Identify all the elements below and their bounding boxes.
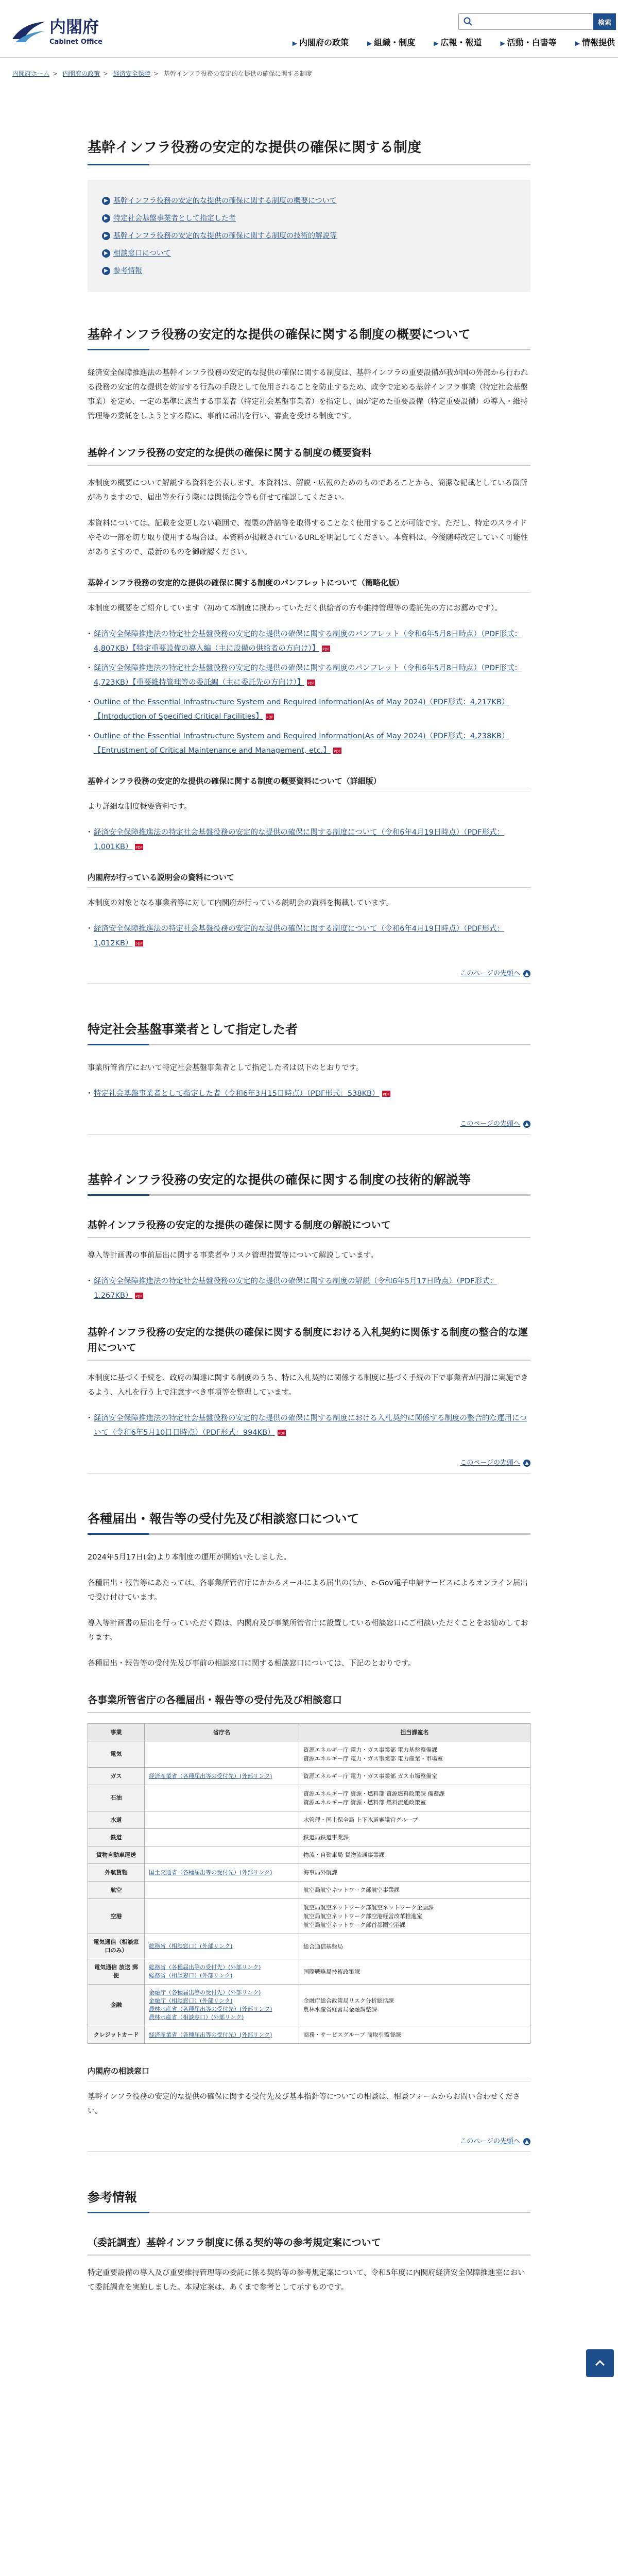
table-row: [88, 1811, 530, 1829]
row-agency: [145, 1985, 299, 2026]
briefing-links: [88, 922, 530, 951]
pdf-link[interactable]: 経済安全保障推進法の特定社会基盤役務の安定的な提供の確保に関する制度の解説（令和6年5月17日時点）（PDF形式：1,267KB）: [94, 1277, 497, 1300]
department-name: 国際戦略局技術政策課: [303, 1968, 360, 1975]
row-agency: [145, 1934, 299, 1959]
pamphlet-links: [88, 627, 530, 758]
paragraph: 本制度の概要について解説する資料を公表します。本資料は、解説・広報のためのものであることから、簡潔な記載としている箇所がありますので、届出等を行う際には関係法令等も併せて確認してください。: [88, 479, 528, 502]
pdf-link[interactable]: Outline of the Essential Infrastructure System and Required Information(As of May 2024)（PDF形式：4,217KB）【Introduction of Specified Critical Facilities】: [94, 698, 509, 721]
row-department: [299, 1899, 530, 1934]
table-header-row: [88, 1724, 530, 1741]
paragraph: 本制度の概要をご紹介しています（初めて本制度に携わっていただく供給者の方や維持管理等の委託先の方にお薦めです）。: [88, 604, 502, 613]
paragraph: より詳細な制度概要資料です。: [88, 803, 192, 811]
row-business: 貨物自動車運送: [88, 1846, 145, 1864]
svg-text:PDF: PDF: [135, 942, 143, 946]
toc-item[interactable]: ▶ 参考情報: [102, 262, 516, 280]
row-business: ガス: [88, 1768, 145, 1785]
pdf-link[interactable]: 経済安全保障推進法の特定社会基盤役務の安定的な提供の確保に関する制度について（令和6年4月19日時点）（PDF形式：1,012KB）: [94, 925, 505, 947]
paragraph: 本制度の対象となる事業者等に対して内閣府が行っている説明会の資料を掲載しています。: [88, 899, 393, 907]
agency-link[interactable]: 経済産業省（各種届出等の受付先）(外部リンク): [149, 1772, 272, 1780]
svg-text:PDF: PDF: [382, 1092, 390, 1097]
pdf-icon: [382, 1090, 391, 1097]
search-icon: [463, 16, 473, 27]
site-header: [0, 0, 618, 58]
row-department: [299, 1882, 530, 1899]
row-department: [299, 1934, 530, 1959]
pdf-link[interactable]: 経済安全保障推進法の特定社会基盤役務の安定的な提供の確保に関する制度のパンフレット（令和6年5月8日時点）（PDF形式：4,723KB）【重要維持管理等の委託編（主に委託先の方向け）】: [94, 664, 522, 687]
department-name: 水管理・国土保全局 上下水道審議官グループ: [303, 1817, 418, 1824]
table-row: [88, 1785, 530, 1811]
arrow-right-icon: ▶: [102, 267, 110, 275]
row-business: 空港: [88, 1899, 145, 1934]
svg-text:PDF: PDF: [135, 845, 143, 850]
department-name: 資源エネルギー庁 資源・燃料部 資源燃料政策課 備蓄課: [303, 1790, 445, 1798]
breadcrumb-current: 基幹インフラ役務の安定的な提供の確保に関する制度: [163, 70, 312, 77]
row-business: 航空: [88, 1882, 145, 1899]
row-agency: [145, 1829, 299, 1846]
table-row: [88, 1882, 530, 1899]
minor-heading: 基幹インフラ役務の安定的な提供の確保に関する制度の概要資料について（詳細版）: [88, 774, 530, 791]
list-item: [88, 1274, 530, 1303]
department-name: 鉄道局鉄道事業課: [303, 1834, 349, 1841]
svg-text:PDF: PDF: [266, 715, 273, 720]
row-department: [299, 1959, 530, 1985]
department-name: 農林水産省経営局金融調整課: [303, 2006, 377, 2013]
section-heading: 基幹インフラ役務の安定的な提供の確保に関する制度の概要について: [88, 325, 530, 350]
section-designated: [88, 1020, 530, 1134]
pdf-icon: [134, 843, 144, 851]
section-heading: 参考情報: [88, 2188, 530, 2213]
chevron-right-icon: ▶: [292, 40, 297, 47]
table-body: [88, 1741, 530, 2044]
column-header: 省庁名: [145, 1724, 299, 1741]
gnav-press[interactable]: ▶ 広報・報道: [434, 38, 482, 47]
row-department: [299, 1811, 530, 1829]
row-business: 電気通信 放送 郵便: [88, 1959, 145, 1985]
paragraph: 導入等計画書の届出を行っていただく際は、内閣府及び事業所管省庁に設置している相談窓口にご相談いただくことをお勧めしております。: [88, 1619, 528, 1642]
pdf-link[interactable]: 経済安全保障推進法の特定社会基盤役務の安定的な提供の確保に関する制度について（令和6年4月19日時点）（PDF形式：1,001KB）: [94, 828, 505, 851]
department-name: 海事局外航課: [303, 1869, 337, 1876]
row-agency: [145, 1741, 299, 1768]
table-row: [88, 1741, 530, 1768]
minor-heading: 基幹インフラ役務の安定的な提供の確保に関する制度のパンフレットについて（簡略化版）: [88, 576, 530, 593]
row-agency: [145, 1768, 299, 1785]
table-of-contents: [88, 180, 530, 292]
department-name: 航空局航空ネットワーク部航空事業課: [303, 1887, 400, 1894]
department-name: 資源エネルギー庁 電力・ガス事業部 ガス市場整備室: [303, 1773, 437, 1780]
pdf-link[interactable]: 経済安全保障推進法の特定社会基盤役務の安定的な提供の確保に関する制度における入札契約に関係する制度の整合的な運用について（令和6年5月10日日時点）（PDF形式：994KB）: [94, 1414, 527, 1437]
breadcrumb-policy[interactable]: 内閣府の政策: [62, 70, 100, 77]
chevron-right-icon: ▶: [500, 40, 505, 47]
row-business: 石油: [88, 1785, 145, 1811]
list-item: [88, 661, 530, 690]
contacts-table: [88, 1723, 530, 2044]
section-heading: 各種届出・報告等の受付先及び相談窓口について: [88, 1510, 530, 1535]
toc-item[interactable]: ▶ 基幹インフラ役務の安定的な提供の確保に関する制度の概要について: [102, 192, 516, 210]
department-name: 資源エネルギー庁 電力・ガス事業部 電力基盤整備課: [303, 1747, 437, 1754]
chevron-right-icon: ▶: [367, 40, 372, 47]
department-name: 航空局航空ネットワーク部航空ネットワーク企画課: [303, 1904, 434, 1911]
gnav-activities[interactable]: ▶ 活動・白書等: [500, 38, 557, 47]
arrow-up-icon: ▲: [523, 1121, 530, 1128]
toc-item[interactable]: ▶ 相談窓口について: [102, 245, 516, 262]
back-to-top-link[interactable]: このページの先頭へ ▲: [88, 1112, 530, 1134]
row-department: [299, 1864, 530, 1882]
arrow-right-icon: ▶: [102, 249, 110, 258]
paragraph: 本制度に基づく手続を、政府の調達に関する制度のうち、特に入札契約に関係する制度に基づく手続の下で事業者が円滑に実施できるよう、入札を行う上で注意すべき事項等を整理しています。: [88, 1374, 528, 1397]
pdf-link[interactable]: 特定社会基盤事業者として指定した者（令和6年3月15日時点）（PDF形式：538KB）: [94, 1090, 380, 1098]
row-department: [299, 1785, 530, 1811]
section-heading: 基幹インフラ役務の安定的な提供の確保に関する制度の技術的解説等: [88, 1171, 530, 1196]
section-technical: [88, 1171, 530, 1473]
arrow-up-icon: [594, 2358, 606, 2369]
row-agency: [145, 1864, 299, 1882]
list-item: [88, 729, 530, 758]
arrow-right-icon: ▶: [102, 232, 110, 240]
chevron-right-icon: ▶: [575, 40, 580, 47]
page-top-button[interactable]: [586, 2349, 614, 2377]
department-name: 金融庁総合政策局リスク分析総括課: [303, 1997, 394, 2005]
row-business: 鉄道: [88, 1829, 145, 1846]
row-agency: [145, 1811, 299, 1829]
arrow-up-icon: ▲: [523, 2138, 530, 2145]
table-row: [88, 1846, 530, 1864]
breadcrumb-econsec[interactable]: 経済安全保障: [113, 70, 150, 77]
row-agency: [145, 1882, 299, 1899]
pdf-icon: [134, 1292, 144, 1299]
table-row: [88, 1829, 530, 1846]
gnav-info[interactable]: ▶ 情報提供: [575, 38, 615, 47]
designated-links: [88, 1087, 530, 1101]
table-row: [88, 1899, 530, 1934]
agency-link[interactable]: 農林水産省（各種届出等の受付先）(外部リンク): [149, 2006, 272, 2013]
paragraph: 経済安全保障推進法の基幹インフラ役務の安定的な提供の確保に関する制度は、基幹インフラの重要設備が我が国の外部から行われる役務の安定的な提供を妨害する行為の手段として使用されることを防止するため、政令で定める基幹インフラ事業（特定社会基盤事業）を定め、一定の基準に該当する事業者（特定社会基盤事業者）を指定し、国が定めた重要設備（特定重要設備）の導入・維持管理等の委託をしようとする際に、事前に届出を行い、審査を受ける制度です。: [88, 369, 528, 420]
pdf-link[interactable]: Outline of the Essential Infrastructure System and Required Information(As of May 2024)（PDF形式：4,238KB）【Entrustment of Critical Maintenance and Management, etc.】: [94, 732, 509, 755]
search-input[interactable]: [475, 15, 589, 28]
paragraph: 各種届出・報告等にあたっては、各事業所管省庁にかかるメールによる届出のほか、e-Gov電子申請サービスによるオンライン届出で受け付けています。: [88, 1579, 528, 1602]
breadcrumb: 内閣府ホーム > 内閣府の政策 > 経済安全保障 > 基幹インフラ役務の安定的な提供の確保に関する制度: [12, 70, 312, 77]
section-overview: [88, 325, 530, 984]
table-row: [88, 1985, 530, 2026]
minor-heading: 内閣府が行っている説明会の資料について: [88, 871, 530, 888]
list-item: [88, 695, 530, 724]
department-name: 資源エネルギー庁 電力・ガス事業部 電力産業・市場室: [303, 1755, 443, 1762]
cabinet-office-logo[interactable]: [10, 10, 113, 49]
subsection-heading: 各事業所管省庁の各種届出・報告等の受付先及び相談窓口: [88, 1692, 530, 1713]
pdf-icon: [306, 679, 316, 686]
breadcrumb-home[interactable]: 内閣府ホーム: [12, 70, 50, 77]
back-to-top-link[interactable]: このページの先頭へ ▲: [88, 2130, 530, 2152]
toc-item[interactable]: ▶ 基幹インフラ役務の安定的な提供の確保に関する制度の技術的解説等: [102, 227, 516, 245]
table-row: [88, 2026, 530, 2044]
row-business: 水道: [88, 1811, 145, 1829]
svg-text:PDF: PDF: [333, 749, 341, 754]
paragraph: 導入等計画書の事前届出に関する事業者やリスク管理措置等について解説しています。: [88, 1251, 378, 1260]
paragraph: 2024年5月17日(金)より本制度の運用が開始いたしました。: [88, 1553, 291, 1562]
page-title: 基幹インフラ役務の安定的な提供の確保に関する制度: [88, 138, 530, 165]
row-agency: [145, 1959, 299, 1985]
row-department: [299, 1846, 530, 1864]
row-business: 外航貨物: [88, 1864, 145, 1882]
agency-link[interactable]: 経済産業省（各種届出等の受付先）(外部リンク): [149, 2031, 272, 2038]
subsection-heading: 基幹インフラ役務の安定的な提供の確保に関する制度の解説について: [88, 1217, 530, 1238]
list-item: [88, 825, 530, 854]
column-header: 事業: [88, 1724, 145, 1741]
list-item: [88, 627, 530, 656]
row-department: [299, 1768, 530, 1785]
subsection-heading: 基幹インフラ役務の安定的な提供の確保に関する制度の概要資料: [88, 445, 530, 466]
department-name: 資源エネルギー庁 資源・燃料部 燃料流通政策室: [303, 1799, 426, 1806]
pdf-icon: [321, 645, 331, 652]
svg-text:PDF: PDF: [307, 681, 315, 686]
section-heading: 特定社会基盤事業者として指定した者: [88, 1020, 530, 1045]
gnav-organization[interactable]: ▶ 組織・制度: [367, 38, 416, 47]
paragraph: 特定重要設備の導入及び重要維持管理等の委託に係る契約等の参考規定案について、令和5年度に内閣府経済安全保障推進室において委託調査を実施しました。本規定案は、あくまで参考として示すものです。: [88, 2269, 525, 2292]
main-content: [88, 84, 530, 2295]
svg-text:PDF: PDF: [278, 1431, 285, 1436]
agency-link[interactable]: 国土交通省（各種届出等の受付先）(外部リンク): [149, 1869, 272, 1876]
search-button[interactable]: 検索: [593, 13, 616, 30]
bidding-links: [88, 1411, 530, 1440]
column-header: 担当課室名: [299, 1724, 530, 1741]
section-reference: [88, 2188, 530, 2295]
agency-link[interactable]: 農林水産省（相談窓口）(外部リンク): [149, 2014, 244, 2021]
logo-mark-icon: [10, 19, 47, 44]
row-business: 電気通信（相談窓口のみ）: [88, 1934, 145, 1959]
row-agency: [145, 1899, 299, 1934]
department-name: 商務・サービスグループ 商取引監督課: [303, 2031, 401, 2039]
svg-text:PDF: PDF: [135, 1294, 143, 1299]
agency-link[interactable]: 総務省（相談窓口）(外部リンク): [149, 1972, 233, 1979]
search-box: [458, 13, 592, 30]
agency-link[interactable]: 金融庁（相談窓口）(外部リンク): [149, 1997, 233, 2005]
agency-link[interactable]: 総務省（各種届出等の受付先）(外部リンク): [149, 1964, 261, 1971]
department-name: 航空局航空ネットワーク部首都圏空港課: [303, 1922, 405, 1929]
row-business: 電気: [88, 1741, 145, 1768]
arrow-right-icon: ▶: [102, 197, 110, 205]
subsection-heading: 基幹インフラ役務の安定的な提供の確保に関する制度における入札契約に関係する制度の整合的な運用について: [88, 1325, 530, 1361]
row-business: クレジットカード: [88, 2026, 145, 2044]
list-item: [88, 1411, 530, 1440]
paragraph: 各種届出・報告等の受付先及び事前の相談窓口に関する相談窓口については、下記のとおりです。: [88, 1659, 416, 1668]
department-name: 総合通信基盤局: [303, 1943, 343, 1950]
pdf-icon: [265, 713, 274, 720]
pdf-icon: [134, 940, 144, 947]
logo-subtitle: Cabinet Office: [49, 38, 102, 46]
row-agency: [145, 1846, 299, 1864]
row-department: [299, 1985, 530, 2026]
paragraph: 基幹インフラ役務の安定的な提供の確保に関する受付先及び基本指針等についての相談は、相談フォームからお問い合わせください。: [88, 2093, 520, 2116]
row-business: 金融: [88, 1985, 145, 2026]
department-name: 物流・自動車局 貨物流通事業課: [303, 1852, 385, 1859]
pdf-icon: [333, 747, 342, 754]
chevron-right-icon: ▶: [434, 40, 439, 47]
row-department: [299, 1829, 530, 1846]
toc-item[interactable]: ▶ 特定社会基盤事業者として指定した者: [102, 210, 516, 227]
row-department: [299, 2026, 530, 2044]
arrow-up-icon: ▲: [523, 1460, 530, 1467]
agency-link[interactable]: 金融庁（各種届出等の受付先）(外部リンク): [149, 1989, 261, 1996]
logo-title: 内閣府: [49, 17, 99, 37]
paragraph: 本資料については、記載を変更しない範囲で、複製の許諾等を取得することなく使用することが可能です。ただし、特定のスライドやその一部を切り取り使用する場合は、本資料が掲載されているURLを明記してください。本資料は、今後随時改定していく可能性がありますので、最新のものを御確認ください。: [88, 519, 528, 556]
technical-links: [88, 1274, 530, 1303]
list-item: [88, 1087, 530, 1101]
detail-links: [88, 825, 530, 854]
section-contacts: [88, 1510, 530, 2152]
paragraph: 事業所管省庁において特定社会基盤事業者として指定した者は以下のとおりです。: [88, 1064, 364, 1073]
subsection-heading: （委託調査）基幹インフラ制度に係る契約等の参考規定案について: [88, 2235, 530, 2256]
pdf-link[interactable]: 経済安全保障推進法の特定社会基盤役務の安定的な提供の確保に関する制度のパンフレット（令和6年5月8日時点）（PDF形式：4,807KB）【特定重要設備の導入編（主に設備の供給者の方向け）】: [94, 630, 522, 653]
list-item: [88, 922, 530, 951]
table-row: [88, 1934, 530, 1959]
table-row: [88, 1768, 530, 1785]
arrow-right-icon: ▶: [102, 214, 110, 223]
arrow-up-icon: ▲: [523, 970, 530, 977]
row-agency: [145, 1785, 299, 1811]
table-row: [88, 1959, 530, 1985]
row-department: [299, 1741, 530, 1768]
row-agency: [145, 2026, 299, 2044]
back-to-top-link[interactable]: このページの先頭へ ▲: [88, 1451, 530, 1473]
table-row: [88, 1864, 530, 1882]
svg-text:PDF: PDF: [322, 647, 330, 652]
department-name: 航空局航空ネットワーク部空港経営改革推進室: [303, 1913, 422, 1920]
pdf-icon: [277, 1429, 286, 1436]
agency-link[interactable]: 総務省（相談窓口）(外部リンク): [149, 1943, 233, 1950]
global-nav: [154, 34, 618, 52]
back-to-top-link[interactable]: このページの先頭へ ▲: [88, 962, 530, 984]
gnav-policy[interactable]: ▶ 内閣府の政策: [292, 38, 349, 47]
minor-heading: 内閣府の相談窓口: [88, 2064, 530, 2081]
